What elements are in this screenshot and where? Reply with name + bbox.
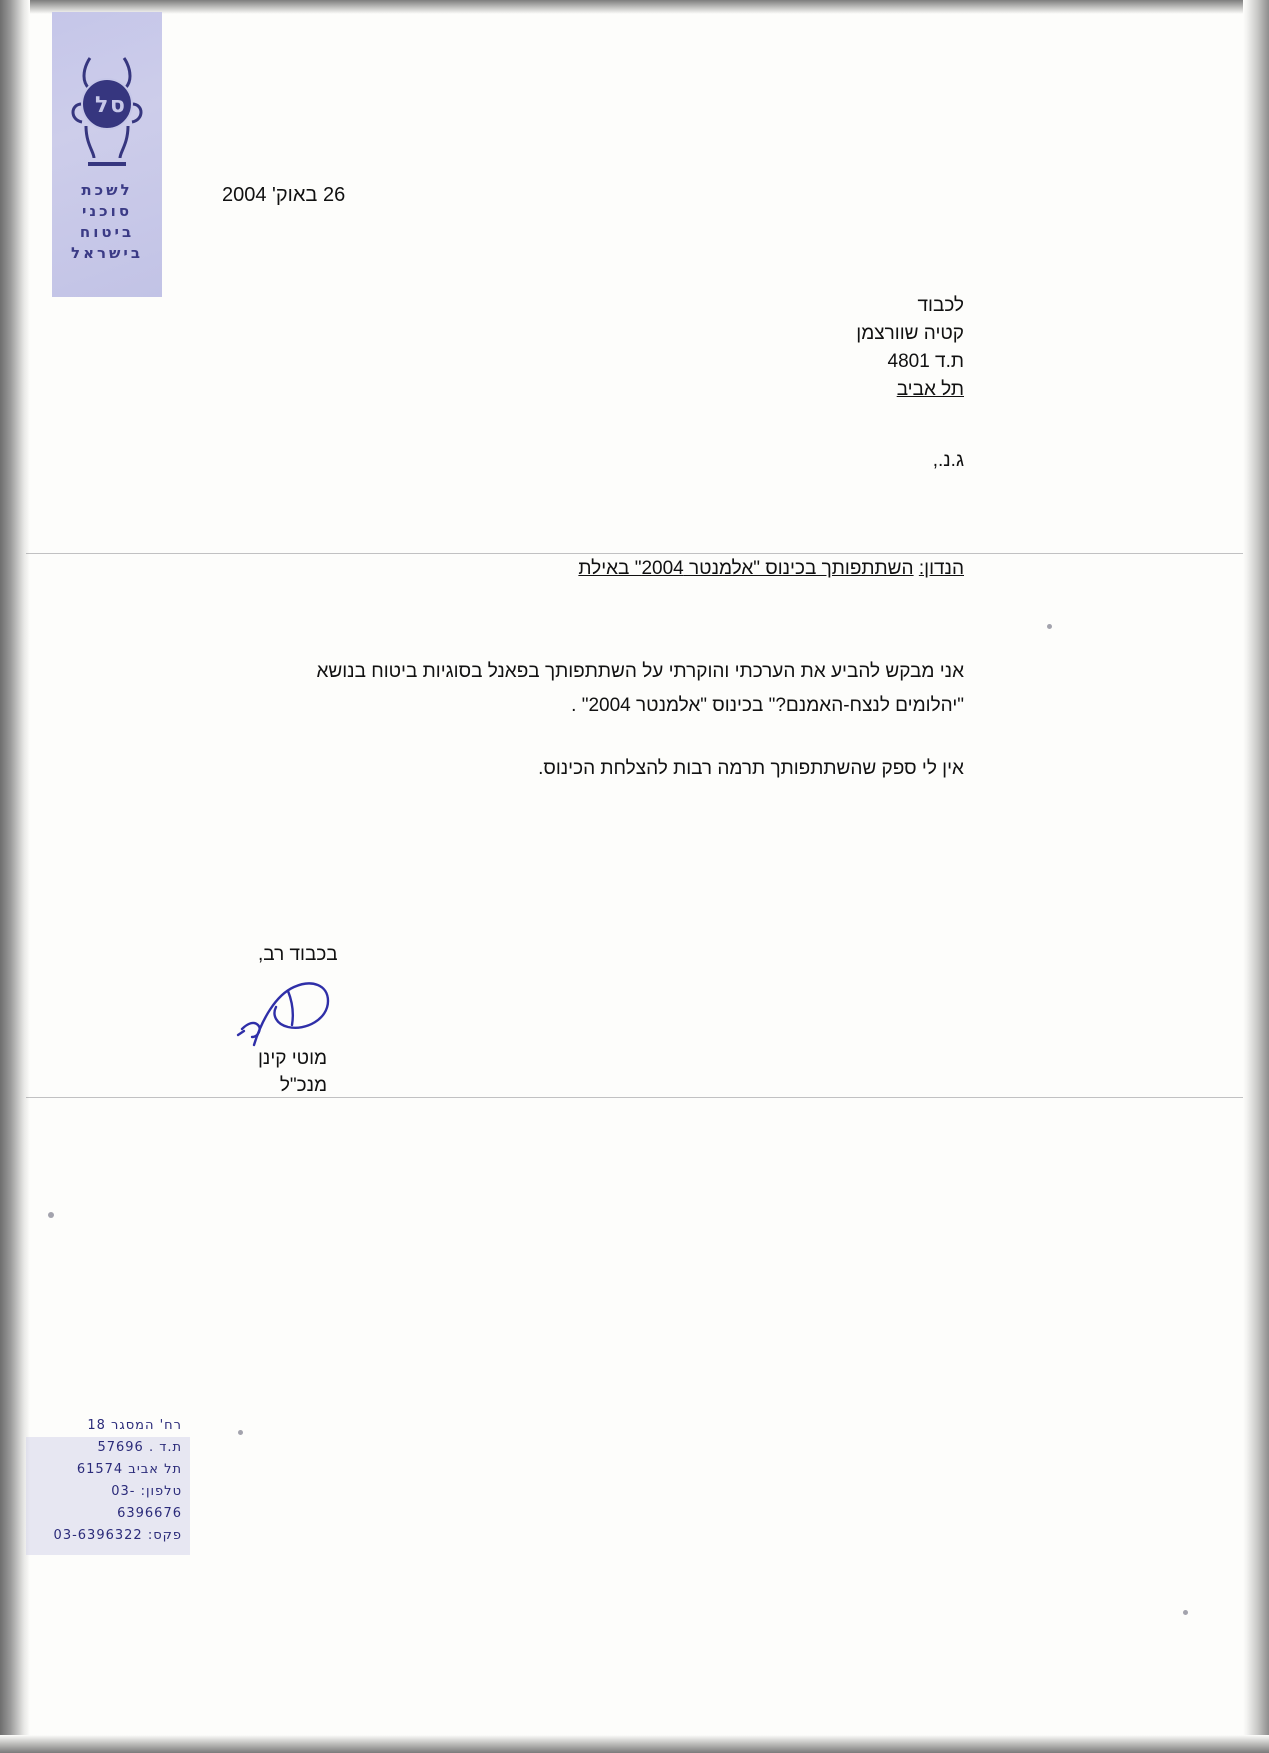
footer-phone-label: טלפון: bbox=[140, 1484, 182, 1499]
subject-label: הנדון: bbox=[918, 558, 964, 579]
closing-phrase: בכבוד רב, bbox=[258, 944, 338, 965]
subject-line bbox=[578, 558, 964, 580]
subject-value: השתתפותך בכינוס "אלמנטר 2004" באילת bbox=[578, 558, 914, 579]
signer-block bbox=[258, 1045, 327, 1099]
scan-edge-right bbox=[1243, 0, 1269, 1753]
letterhead-line-3: ביטוח bbox=[79, 223, 135, 241]
scan-speck bbox=[48, 1212, 54, 1218]
handwritten-signature bbox=[232, 975, 392, 1055]
footer-fax-label: פקס: bbox=[147, 1528, 182, 1543]
addressee-block bbox=[856, 292, 964, 404]
addressee-city: תל אביב bbox=[896, 379, 964, 400]
letterhead-line-1: לשכת bbox=[81, 181, 133, 199]
paper-fold-line bbox=[26, 553, 1243, 554]
footer-contact-block bbox=[52, 1415, 182, 1547]
body-paragraph-2: אין לי ספק שהשתתפותך תרמה רבות להצלחת הכינוס. bbox=[538, 758, 964, 779]
scan-speck bbox=[1047, 624, 1052, 629]
footer-street: רח' המסגר 18 bbox=[87, 1418, 182, 1433]
letterhead-organization-name bbox=[52, 180, 162, 264]
body-paragraph-1: אני מבקש להביע את הערכתי והוקרתי על השתתפותך בפאנל בסוגיות ביטוח בנושא "יהלומים לנצח-האמנם?" בכינוס "אלמנטר 2004" . bbox=[316, 661, 964, 716]
salutation: ג.נ., bbox=[932, 450, 964, 471]
scan-edge-bottom bbox=[0, 1735, 1269, 1753]
footer-fax-value: 03-6396322 bbox=[53, 1528, 143, 1543]
scan-edge-top bbox=[0, 0, 1269, 14]
footer-po-box: ת.ד . 57696 bbox=[97, 1440, 182, 1455]
signer-title: מנכ"ל bbox=[279, 1075, 328, 1096]
signer-name: מוטי קינן bbox=[258, 1048, 328, 1069]
letterhead-line-2: סוכני bbox=[81, 202, 133, 220]
paper-fold-line bbox=[26, 1097, 1243, 1098]
footer-fax-row bbox=[52, 1525, 182, 1547]
letterhead-line-4: בישראל bbox=[71, 244, 143, 262]
svg-text:ל: ל bbox=[95, 93, 109, 118]
addressee-name: קטיה שוורצמן bbox=[856, 323, 964, 344]
addressee-honorific: לכבוד bbox=[917, 295, 964, 316]
footer-phone-value: 03-6396676 bbox=[111, 1484, 182, 1521]
letter-date: 26 באוק' 2004 bbox=[222, 184, 346, 206]
scan-speck bbox=[1183, 1610, 1188, 1615]
addressee-po-box: ת.ד 4801 bbox=[887, 351, 964, 372]
letterhead-panel bbox=[52, 12, 162, 297]
svg-text:ס: ס bbox=[110, 93, 125, 118]
scan-speck bbox=[238, 1430, 243, 1435]
footer-city: תל אביב 61574 bbox=[76, 1462, 182, 1477]
insurance-agents-emblem-icon bbox=[64, 52, 150, 177]
footer-phone-row bbox=[52, 1481, 182, 1525]
